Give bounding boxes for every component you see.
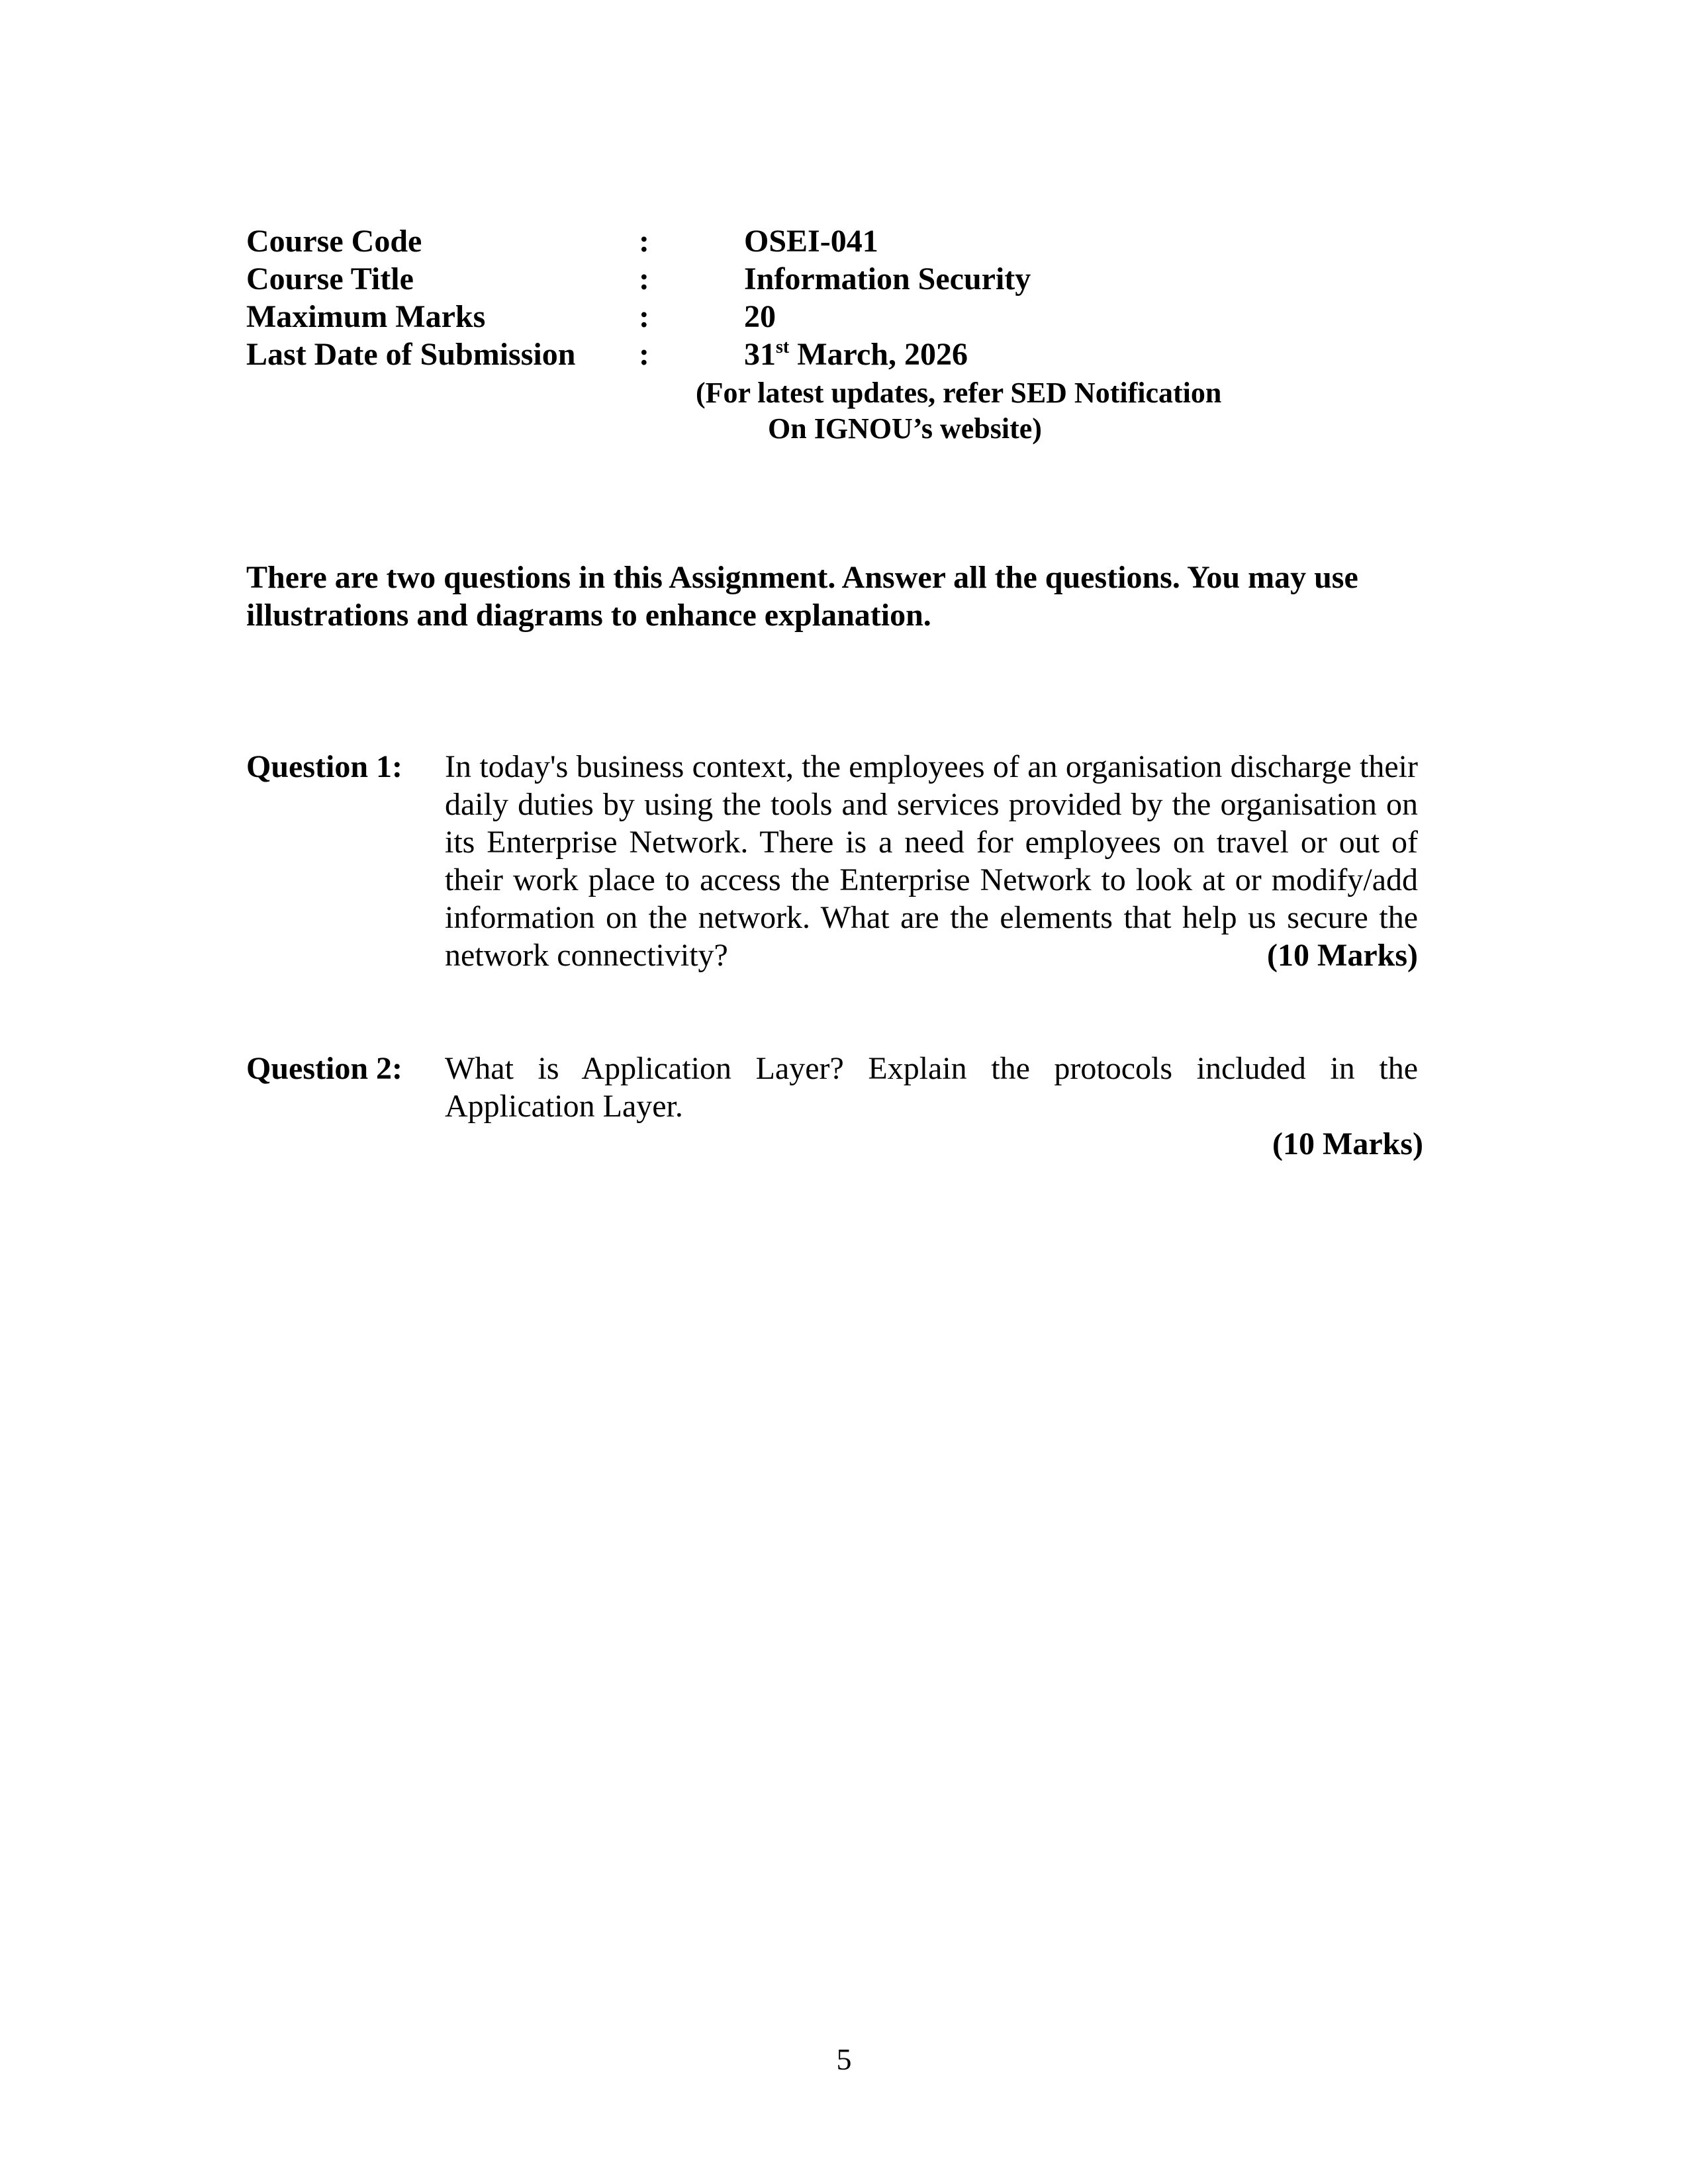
question-1-marks: (10 Marks): [1267, 938, 1418, 973]
course-title-colon: :: [639, 261, 649, 296]
submission-day: 31: [744, 337, 776, 372]
maximum-marks-value: 20: [744, 299, 776, 334]
question-1-label: Question 1:: [246, 749, 403, 784]
question-1-text: In today's business context, the employees of an organisation discharge their daily duties by using the tools and services provided by the organisation on its Enterprise Network. There is a need for employees on travel or out of their work place to access the Enterprise Network to look at or modify/add information on the network. What are the elements that help us secure the network connectivity?: [445, 749, 1418, 973]
question-2-label: Question 2:: [246, 1051, 403, 1086]
submission-date-label: Last Date of Submission: [246, 337, 576, 372]
submission-month-year: March, 2026: [789, 337, 968, 372]
course-code-colon: :: [639, 224, 649, 259]
question-1-text-block: [445, 748, 1418, 974]
submission-date-colon: :: [639, 337, 649, 372]
course-code-label: Course Code: [246, 224, 422, 259]
updates-note-line-2: On IGNOU’s website): [768, 412, 1042, 445]
maximum-marks-colon: :: [639, 299, 649, 334]
assignment-instructions: There are two questions in this Assignment. Answer all the questions. You may use illustrations and diagrams to enhance explanation.: [246, 560, 1358, 633]
page-number: 5: [836, 2042, 852, 2076]
course-title-value: Information Security: [744, 261, 1031, 296]
maximum-marks-label: Maximum Marks: [246, 299, 486, 334]
question-2-marks: (10 Marks): [1272, 1126, 1423, 1161]
updates-note-line-1: (For latest updates, refer SED Notification: [696, 377, 1222, 409]
course-title-label: Course Title: [246, 261, 414, 296]
submission-day-suffix: st: [776, 337, 790, 357]
submission-date-value: [744, 336, 968, 373]
course-code-value: OSEI-041: [744, 224, 878, 259]
question-2-text: What is Application Layer? Explain the protocols included in the Application Layer.: [445, 1051, 1418, 1124]
